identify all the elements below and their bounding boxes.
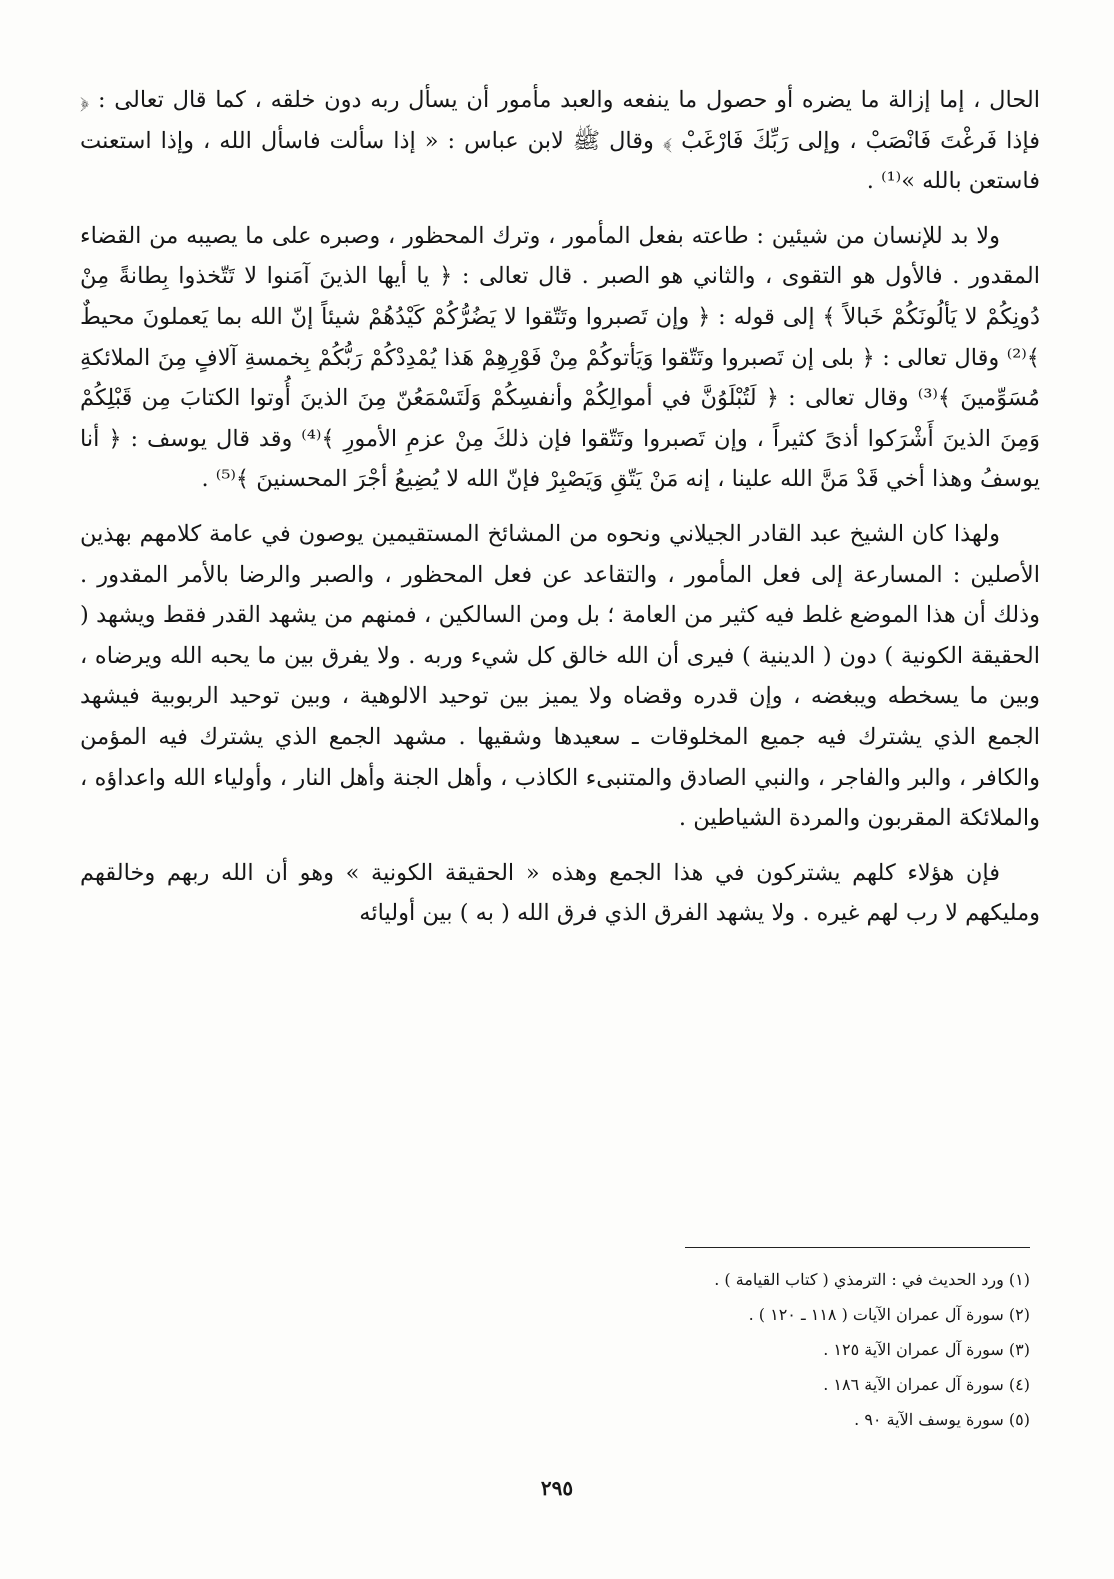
main-text xyxy=(80,80,1040,948)
footnote-4: (٤) سورة آل عمران الآية ١٨٦ . xyxy=(823,1375,1030,1394)
footnotes xyxy=(280,1262,1030,1437)
page-number: ٢٩٥ xyxy=(540,1476,574,1500)
footnote-3: (٣) سورة آل عمران الآية ١٢٥ . xyxy=(823,1340,1030,1359)
footnote-2: (٢) سورة آل عمران الآيات ( ١١٨ ـ ١٢٠ ) . xyxy=(748,1305,1030,1324)
paragraph-3: ولهذا كان الشيخ عبد القادر الجيلاني ونحوه من المشائخ المستقيمين يوصون في عامة كلامهم بهذين الأصلين : المسارعة إلى فعل المأمور ، والتقاعد عن فعل المحظور ، والصبر والرضا بالأمر المقدور . وذلك أن هذا الموضع غلط فيه كثير من العامة ؛ بل ومن السالكين ، فمنهم من يشهد القدر فقط ويشهد ( الحقيقة الكونية ) دون ( الدينية ) فيرى أن الله خالق كل شيء وربه . ولا يفرق بين ما يحبه الله ويرضاه ، وبين ما يسخطه ويبغضه ، وإن قدره وقضاه ولا يميز بين توحيد الالوهية ، وبين توحيد الربوبية فيشهد الجمع الذي يشترك فيه جميع المخلوقات ـ سعيدها وشقيها . مشهد الجمع الذي يشترك فيه المؤمن والكافر ، والبر والفاجر ، والنبي الصادق والمتنبىء الكاذب ، وأهل الجنة وأهل النار ، وأولياء الله واعداؤه ، والملائكة المقربون والمردة الشياطين . xyxy=(80,520,1040,832)
footnote-5: (٥) سورة يوسف الآية ٩٠ . xyxy=(854,1410,1030,1429)
paragraph-2: ولا بد للإنسان من شيئين : طاعته بفعل المأمور ، وترك المحظور ، وصبره على ما يصيبه من القضاء المقدور . فالأول هو التقوى ، والثاني هو الصبر . قال تعالى : ﴿ يا أيها الذينَ آمَنوا لا تَتّخذوا بِطانةً مِنْ دُونِكُمْ لا يَألُونَكُمْ خَبالاً ﴾ إلى قوله : ﴿ وإن تَصبروا وتَتّقوا لا يَضُرُّكُمْ كَيْدُهُمْ شيئاً إنّ الله بما يَعملونَ محيطٌ ﴾⁽²⁾ وقال تعالى : ﴿ بلى إن تَصبروا وتَتّقوا وَيَأتوكُمْ مِنْ فَوْرِهِمْ هَذا يُمْدِدْكُمْ رَبُّكُمْ بِخمسةِ آلافٍ مِنَ الملائكةِ مُسَوِّمينَ ﴾⁽³⁾ وقال تعالى : ﴿ لَتُبْلَوُنَّ في أموالِكُمْ وأنفسِكُمْ وَلَتَسْمَعُنّ مِنَ الذينَ أُوتوا الكتابَ مِن قَبْلِكُمْ وَمِنَ الذينَ أَشْرَكوا أذىً كثيراً ، وإن تَصبروا وتَتّقوا فإن ذلكَ مِنْ عزمِ الأمورِ ﴾⁽⁴⁾ وقد قال يوسف : ﴿ أنا يوسفُ وهذا أخي قَدْ مَنَّ الله علينا ، إنه مَنْ يَتّقِ وَيَصْبِرْ فإنّ الله لا يُضِيعُ أجْرَ المحسنينَ ﴾⁽⁵⁾ . xyxy=(80,222,1040,493)
paragraph-4: فإن هؤلاء كلهم يشتركون في هذا الجمع وهذه « الحقيقة الكونية » وهو أن الله ربهم وخالقهم ومليكهم لا رب لهم غيره . ولا يشهد الفرق الذي فرق الله ( به ) بين أوليائه xyxy=(80,859,1040,927)
paragraph-1: الحال ، إما إزالة ما يضره أو حصول ما ينفعه والعبد مأمور أن يسأل ربه دون خلقه ، كما قال تعالى : ﴿ فإذا فَرغْتَ فَانْصَبْ ، وإلى رَبِّكَ فَارْغَبْ ﴾ وقال ﷺ لابن عباس : « إذا سألت فاسأل الله ، وإذا استعنت فاستعن بالله »⁽¹⁾ . xyxy=(80,87,1040,195)
footnote-divider xyxy=(685,1247,1030,1248)
footnote-1: (١) ورد الحديث في : الترمذي ( كتاب القيامة ) . xyxy=(714,1270,1030,1289)
